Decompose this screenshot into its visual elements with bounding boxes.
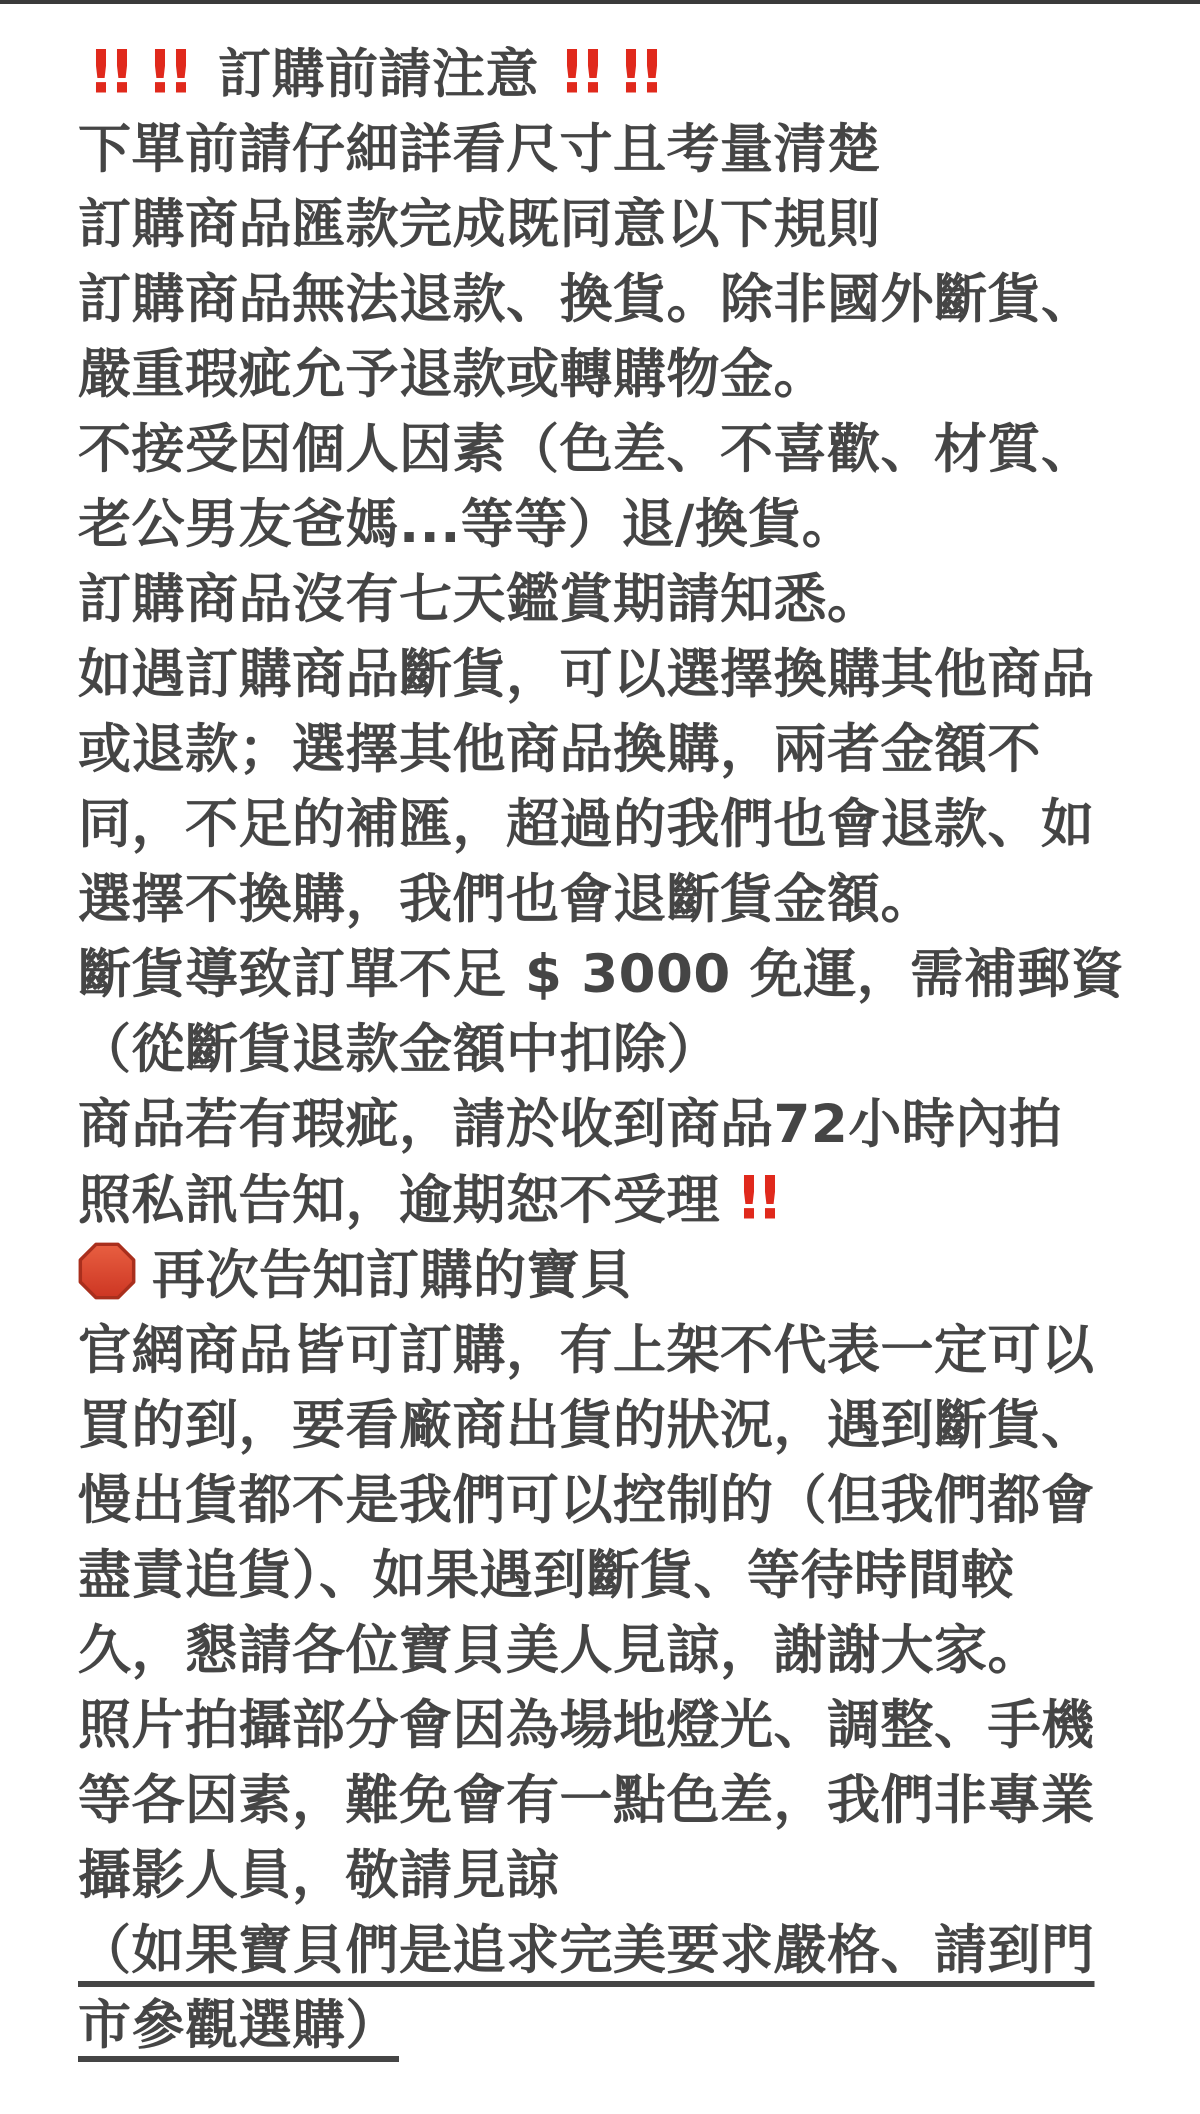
notice-line-underlined: （如果寶貝們是追求完美要求嚴格、請到門	[78, 1920, 1095, 1981]
notice-line: 商品若有瑕疵，請於收到商品72小時內拍	[78, 1094, 1063, 1155]
double-exclamation-icon: !!	[618, 38, 660, 108]
notice-line: 訂購商品匯款完成既同意以下規則	[78, 194, 881, 255]
notice-line: 等各因素，難免會有一點色差，我們非專業	[78, 1770, 1095, 1831]
notice-line: 選擇不換購，我們也會退斷貨金額。	[78, 869, 934, 930]
notice-line: 老公男友爸媽...等等）退/換貨。	[78, 494, 856, 555]
title-text: 訂購前請注意	[218, 44, 539, 105]
notice-line: 買的到，要看廠商出貨的狀況，遇到斷貨、	[78, 1395, 1095, 1456]
notice-line: 久，懇請各位寶貝美人見諒，謝謝大家。	[78, 1620, 1041, 1681]
double-exclamation-icon: !!	[736, 1164, 778, 1234]
notice-line: 攝影人員，敬請見諒	[78, 1845, 560, 1906]
double-exclamation-icon: !!	[559, 38, 601, 108]
double-exclamation-icon: !!	[88, 38, 130, 108]
line-text: 照私訊告知，逾期恕不受理	[78, 1170, 720, 1231]
double-exclamation-icon: !!	[147, 38, 189, 108]
notice-line: 訂購商品沒有七天鑑賞期請知悉。	[78, 569, 881, 630]
order-notice-document	[0, 4, 1200, 2063]
notice-line: 下單前請仔細詳看尺寸且考量清楚	[78, 119, 881, 180]
notice-line: 訂購商品無法退款、換貨。除非國外斷貨、	[78, 269, 1095, 330]
notice-line: （從斷貨退款金額中扣除）	[78, 1019, 720, 1080]
notice-line: 盡責追貨）、如果遇到斷貨、等待時間較	[78, 1545, 1015, 1606]
notice-line: 同，不足的補匯，超過的我們也會退款、如	[78, 794, 1095, 855]
notice-line	[78, 1238, 1170, 1313]
stop-sign-icon	[78, 1242, 136, 1300]
notice-line: 斷貨導致訂單不足 $ 3000 免運，需補郵資	[78, 944, 1125, 1005]
notice-line: 官網商品皆可訂購，有上架不代表一定可以	[78, 1320, 1095, 1381]
notice-line: 不接受因個人因素（色差、不喜歡、材質、	[78, 419, 1095, 480]
notice-line	[78, 1162, 1170, 1238]
notice-line: 如遇訂購商品斷貨，可以選擇換購其他商品	[78, 644, 1095, 705]
notice-title	[88, 36, 1170, 112]
notice-line-underlined: 市參觀選購）	[78, 1995, 399, 2056]
notice-line: 或退款；選擇其他商品換購，兩者金額不	[78, 719, 1041, 780]
line-text: 再次告知訂購的寶貝	[152, 1245, 634, 1306]
notice-line: 照片拍攝部分會因為場地燈光、調整、手機	[78, 1695, 1095, 1756]
notice-line: 嚴重瑕疵允予退款或轉購物金。	[78, 344, 827, 405]
notice-line: 慢出貨都不是我們可以控制的（但我們都會	[78, 1470, 1095, 1531]
